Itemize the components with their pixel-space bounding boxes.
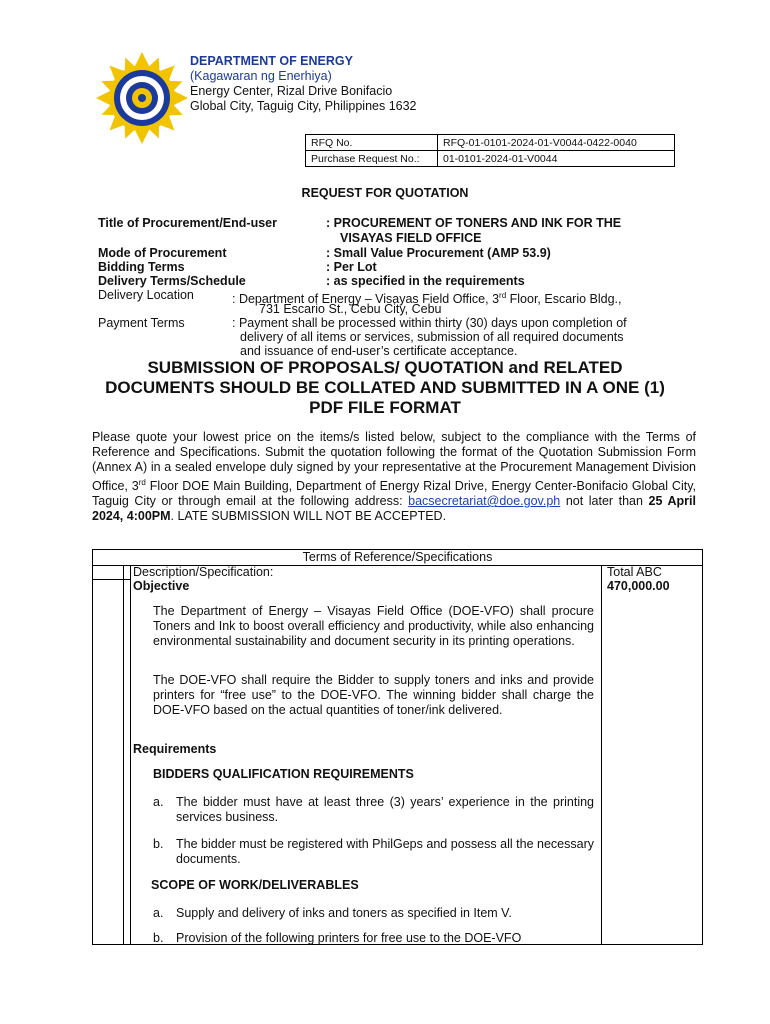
- qual-a-text: The bidder must have at least three (3) years’ experience in the printing services business.: [176, 795, 594, 824]
- instructions-paragraph: Please quote your lowest price on the items/s listed below, subject to the compliance with the Terms of Reference and Specifications. Submit the quotation following the format of the Quotation Submission Form (Annex A) in a sealed envelope duly signed by your representative at the Procurement Management Division Office, 3rd Floor DOE Main Building, Department of Energy Rizal Drive, Energy Center-Bonifacio Global City, Taguig City or through email at the following address: bacsecretariat@doe.gov.ph not later than 25 April 2024, 4:00PM. LATE SUBMISSION WILL NOT BE ACCEPTED.: [92, 430, 696, 524]
- qualification-heading: BIDDERS QUALIFICATION REQUIREMENTS: [153, 767, 414, 781]
- scope-a-marker: a.: [153, 906, 164, 920]
- submission-notice-line-3: PDF FILE FORMAT: [309, 398, 461, 417]
- qual-a-marker: a.: [153, 795, 164, 809]
- payment-value-1: : Payment shall be processed within thirty (30) days upon completion of: [232, 316, 627, 330]
- objective-heading: Objective: [133, 579, 190, 593]
- rfq-number: RFQ-01-0101-2024-01-V0044-0422-0040: [438, 135, 675, 151]
- document-title: REQUEST FOR QUOTATION: [301, 186, 469, 200]
- department-name-filipino: (Kagawaran ng Enerhiya): [190, 69, 332, 83]
- bidding-label: Bidding Terms: [98, 260, 185, 274]
- payment-value-2: delivery of all items or services, submission of all required documents: [240, 330, 624, 344]
- submission-notice: [60, 358, 710, 418]
- requirements-heading: Requirements: [133, 742, 217, 756]
- rfq-label: RFQ No.: [306, 135, 438, 151]
- mode-value: : Small Value Procurement (AMP 53.9): [326, 246, 551, 260]
- address-line-2: Global City, Taguig City, Philippines 1632: [190, 99, 417, 113]
- objective-paragraph-2: The DOE-VFO shall require the Bidder to supply toners and inks and provide printers for “free use” to the DOE-VFO. The winning bidder shall charge the DOE-VFO based on the actual quantities of toner/ink delivered.: [153, 673, 594, 717]
- pr-label: Purchase Request No.:: [306, 151, 438, 167]
- rfq-reference-box: [305, 134, 675, 167]
- payment-value-3: and issuance of end-user’s certificate acceptance.: [240, 344, 518, 358]
- abc-label: Total ABC: [607, 565, 662, 579]
- objective-paragraph-1: The Department of Energy – Visayas Field Office (DOE-VFO) shall procure Toners and Ink to boost overall efficiency and productivity, while also enhancing environmental sustainability and document security in its printing operations.: [153, 604, 594, 648]
- bidding-value: : Per Lot: [326, 260, 377, 274]
- procurement-terms: [98, 216, 698, 358]
- delivery-location-label: Delivery Location: [98, 288, 194, 302]
- qual-b-text: The bidder must be registered with PhilGeps and possess all the necessary documents.: [176, 837, 594, 866]
- title-value-1: : PROCUREMENT OF TONERS AND INK FOR THE: [326, 216, 622, 230]
- delivery-terms-label: Delivery Terms/Schedule: [98, 274, 246, 288]
- payment-label: Payment Terms: [98, 316, 185, 330]
- deadline: 25 April 2024, 4:00PM: [92, 494, 696, 524]
- title-value-2: VISAYAS FIELD OFFICE: [340, 231, 482, 245]
- qual-b-marker: b.: [153, 837, 164, 851]
- delivery-location-value-2: 731 Escario St., Cebu City, Cebu: [259, 302, 442, 316]
- description-label: Description/Specification:: [133, 565, 274, 579]
- submission-notice-line-1: SUBMISSION OF PROPOSALS/ QUOTATION and RELATED: [147, 358, 623, 377]
- mode-label: Mode of Procurement: [98, 246, 227, 260]
- email-link[interactable]: bacsecretariat@doe.gov.ph: [408, 494, 561, 509]
- abc-value: 470,000.00: [607, 579, 670, 593]
- agency-header: [190, 54, 417, 114]
- table-header: Terms of Reference/Specifications: [93, 550, 702, 566]
- delivery-location-value: : Department of Energy – Visayas Field Office, 3rd Floor, Escario Bldg.,: [232, 291, 622, 307]
- delivery-terms-value: : as specified in the requirements: [326, 274, 525, 288]
- scope-b-text: Provision of the following printers for free use to the DOE-VFO: [176, 931, 522, 945]
- title-label: Title of Procurement/End-user: [98, 216, 277, 230]
- doe-seal-icon: [96, 52, 188, 144]
- scope-b-marker: b.: [153, 931, 164, 945]
- submission-notice-line-2: DOCUMENTS SHOULD BE COLLATED AND SUBMITTED IN A ONE (1): [105, 378, 665, 397]
- scope-a-text: Supply and delivery of inks and toners as specified in Item V.: [176, 906, 512, 920]
- address-line-1: Energy Center, Rizal Drive Bonifacio: [190, 84, 393, 98]
- specifications-table: [92, 549, 703, 945]
- pr-number: 01-0101-2024-01-V0044: [438, 151, 675, 167]
- department-name: DEPARTMENT OF ENERGY: [190, 54, 353, 68]
- scope-heading: SCOPE OF WORK/DELIVERABLES: [151, 878, 359, 892]
